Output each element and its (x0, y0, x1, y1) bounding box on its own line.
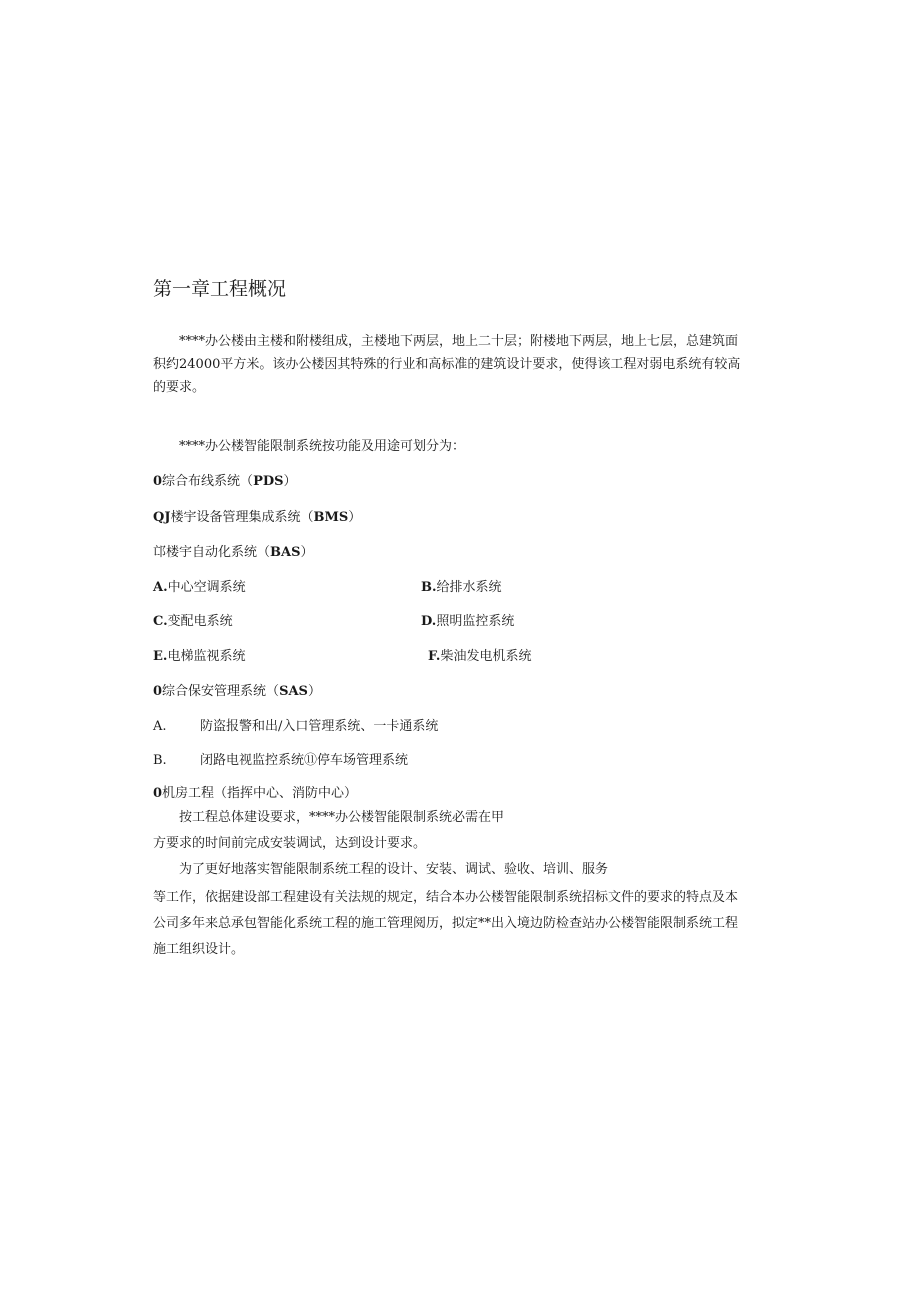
bas-item-f-letter: F. (428, 649, 441, 664)
schedule-line-2: 方要求的时间前完成安装调试，达到设计要求。 (153, 836, 427, 851)
bas-item-d (421, 613, 514, 631)
system-pds-marker: 0 (153, 474, 163, 489)
bas-item-c (153, 613, 233, 631)
system-pds-code: PDS (253, 474, 284, 489)
system-sas-code: SAS (279, 684, 308, 699)
chapter-title: 第一章工程概况 (153, 278, 287, 300)
bas-item-a-text: 中心空调系统 (167, 580, 246, 595)
division-intro: ****办公楼智能限制系统按功能及用途可划分为： (179, 439, 466, 454)
closing-line-1: 为了更好地落实智能限制系统工程的设计、安装、调试、验收、培训、服务 (179, 862, 609, 877)
system-pds-close: ） (283, 474, 297, 489)
bas-item-c-text: 变配电系统 (167, 614, 233, 629)
system-machine-room-marker: 0 (153, 786, 163, 801)
bas-item-e (153, 648, 245, 666)
sas-item-b-text: 闭路电视监控系统⑪停车场管理系统 (200, 753, 409, 768)
system-bas-code: BAS (270, 545, 301, 560)
system-pds (153, 473, 297, 491)
intro-paragraph: ****办公楼由主楼和附楼组成，主楼地下两层，地上二十层；附楼地下两层，地上七层，总建筑面积约24000平方米。该办公楼因其特殊的行业和高标准的建筑设计要求，使得该工程对弱电系统有较高的要求。 (153, 334, 741, 395)
bas-item-d-text: 照明监控系统 (436, 614, 515, 629)
bas-item-b-text: 给排水系统 (436, 580, 502, 595)
system-bms-label: 楼宇设备管理集成系统（ (170, 510, 314, 525)
bas-item-a (153, 579, 246, 597)
bas-item-f (428, 648, 531, 666)
sas-item-a-text: 防盗报警和出/入口管理系统、一卡通系统 (200, 719, 439, 734)
bas-item-b-letter: B. (421, 580, 437, 595)
system-bms-marker: QJ (153, 510, 171, 525)
schedule-line-1: 按工程总体建设要求，****办公楼智能限制系统必需在甲 (179, 810, 505, 825)
system-bms-close: ） (348, 510, 362, 525)
system-machine-room (153, 785, 357, 803)
closing-paragraph: 等工作，依据建设部工程建设有关法规的规定，结合本办公楼智能限制系统招标文件的要求的特点及本公司多年来总承包智能化系统工程的施工管理阅历，拟定**出入境边防检查站办公楼智能限制系统工程施工组织设计。 (153, 890, 739, 957)
system-bms-code: BMS (313, 510, 349, 525)
bas-item-b (421, 579, 502, 597)
system-sas (153, 683, 321, 701)
bas-item-d-letter: D. (421, 614, 437, 629)
system-sas-close: ） (307, 684, 321, 699)
system-sas-marker: 0 (153, 684, 163, 699)
bas-item-c-letter: C. (153, 614, 168, 629)
system-bas (153, 544, 314, 562)
sas-item-b-letter: B. (153, 753, 167, 768)
system-bas-close: ） (300, 545, 314, 560)
system-machine-room-label: 机房工程（指挥中心、消防中心） (162, 786, 358, 801)
bas-item-e-letter: E. (153, 649, 168, 664)
bas-item-e-text: 电梯监视系统 (167, 649, 246, 664)
bas-item-f-text: 柴油发电机系统 (440, 649, 532, 664)
system-sas-label: 综合保安管理系统（ (162, 684, 280, 699)
sas-item-a-letter: A. (153, 719, 167, 734)
system-pds-label: 综合布线系统（ (162, 474, 254, 489)
system-bas-label: 邙楼宇自动化系统（ (153, 545, 271, 560)
system-bms (153, 509, 361, 527)
bas-item-a-letter: A. (153, 580, 168, 595)
